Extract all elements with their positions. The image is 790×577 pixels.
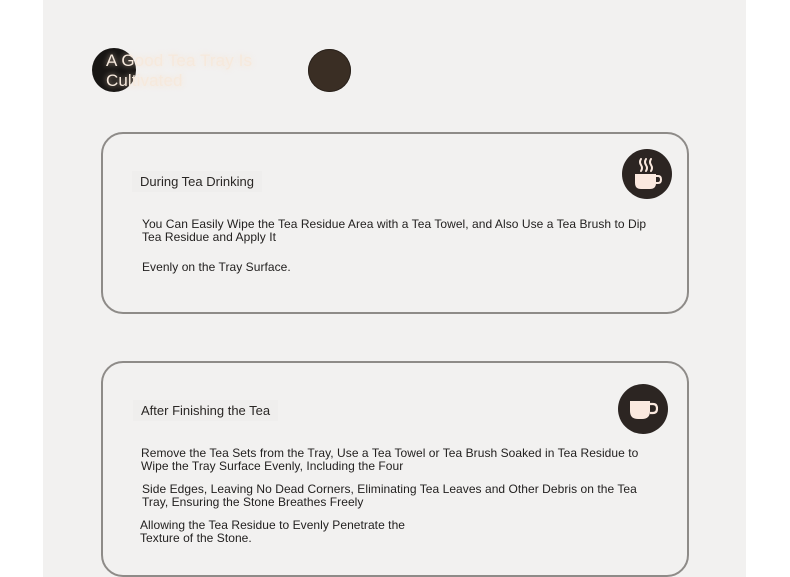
- card-paragraph: Remove the Tea Sets from the Tray, Use a Tea Towel or Tea Brush Soaked in Tea Residue to Wipe the Tray Surface Evenly, Including the Four: [141, 446, 639, 473]
- card-paragraph: You Can Easily Wipe the Tea Residue Area with a Tea Towel, and Also Use a Tea Brush to Dip Tea Residue and Apply It: [142, 217, 647, 244]
- card-title: After Finishing the Tea: [133, 400, 278, 421]
- title-dot-right: [308, 49, 351, 92]
- cup-icon: [618, 384, 668, 434]
- steaming-cup-icon: [622, 149, 672, 199]
- card-during-tea-drinking: [101, 132, 689, 314]
- card-title: During Tea Drinking: [132, 171, 262, 192]
- card-after-finishing-tea: [101, 361, 689, 577]
- card-paragraph: Allowing the Tea Residue to Evenly Penetrate the Texture of the Stone.: [140, 518, 406, 545]
- card-paragraph: Side Edges, Leaving No Dead Corners, Eliminating Tea Leaves and Other Debris on the Tea Tray, Ensuring the Stone Breathes Freely: [142, 482, 637, 509]
- page-title: A Good Tea Tray Is Cultivated: [106, 51, 253, 90]
- card-paragraph: Evenly on the Tray Surface.: [142, 260, 291, 274]
